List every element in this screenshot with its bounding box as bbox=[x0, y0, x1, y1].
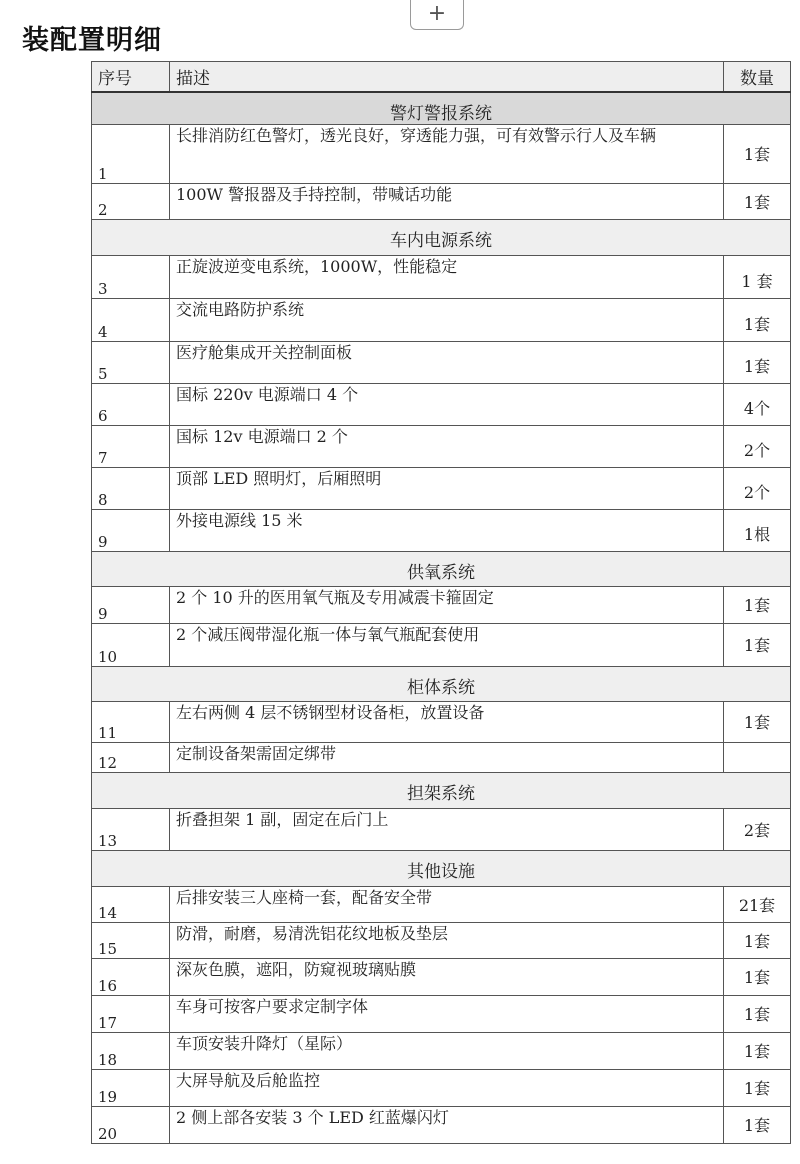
header-desc: 描述 bbox=[170, 62, 724, 92]
row-number: 7 bbox=[92, 425, 170, 467]
row-quantity: 1套 bbox=[724, 124, 791, 183]
table-row bbox=[92, 341, 791, 383]
row-number: 3 bbox=[92, 255, 170, 298]
section-title: 车内电源系统 bbox=[92, 219, 791, 255]
row-number: 14 bbox=[92, 886, 170, 922]
row-quantity: 1 套 bbox=[724, 255, 791, 298]
row-quantity: 1套 bbox=[724, 701, 791, 742]
row-number: 6 bbox=[92, 383, 170, 425]
table-row bbox=[92, 298, 791, 341]
row-description: 国标 220v 电源端口 4 个 bbox=[170, 383, 724, 425]
table-row bbox=[92, 995, 791, 1032]
table-row bbox=[92, 383, 791, 425]
row-number: 20 bbox=[92, 1106, 170, 1143]
row-quantity: 1套 bbox=[724, 586, 791, 623]
row-number: 8 bbox=[92, 467, 170, 509]
row-number: 13 bbox=[92, 808, 170, 850]
row-quantity: 1套 bbox=[724, 183, 791, 219]
plus-icon: + bbox=[427, 0, 447, 26]
row-number: 9 bbox=[92, 586, 170, 623]
row-quantity: 21套 bbox=[724, 886, 791, 922]
table-row bbox=[92, 183, 791, 219]
row-description: 医疗舱集成开关控制面板 bbox=[170, 341, 724, 383]
row-number: 4 bbox=[92, 298, 170, 341]
page-title: 装配置明细 bbox=[22, 25, 162, 56]
table-row bbox=[92, 509, 791, 551]
table-row bbox=[92, 467, 791, 509]
table-row bbox=[92, 425, 791, 467]
row-quantity: 1套 bbox=[724, 1069, 791, 1106]
row-description: 顶部 LED 照明灯，后厢照明 bbox=[170, 467, 724, 509]
section-title: 柜体系统 bbox=[92, 666, 791, 701]
row-quantity: 1套 bbox=[724, 623, 791, 666]
row-quantity: 1套 bbox=[724, 1106, 791, 1143]
table-row bbox=[92, 808, 791, 850]
row-number: 16 bbox=[92, 958, 170, 995]
row-description: 折叠担架 1 副，固定在后门上 bbox=[170, 808, 724, 850]
row-quantity: 1套 bbox=[724, 341, 791, 383]
table-row bbox=[92, 1069, 791, 1106]
row-description: 正旋波逆变电系统，1000W，性能稳定 bbox=[170, 255, 724, 298]
row-description: 交流电路防护系统 bbox=[170, 298, 724, 341]
row-number: 12 bbox=[92, 742, 170, 772]
row-quantity: 1根 bbox=[724, 509, 791, 551]
header-qty: 数量 bbox=[724, 62, 791, 92]
table-row bbox=[92, 586, 791, 623]
section-row bbox=[92, 772, 791, 808]
table-row bbox=[92, 124, 791, 183]
row-quantity: 1套 bbox=[724, 995, 791, 1032]
row-number: 10 bbox=[92, 623, 170, 666]
table-body bbox=[92, 92, 791, 1144]
row-description: 左右两侧 4 层不锈钢型材设备柜，放置设备 bbox=[170, 701, 724, 742]
row-description: 100W 警报器及手持控制，带喊话功能 bbox=[170, 183, 724, 219]
row-description: 长排消防红色警灯，透光良好，穿透能力强，可有效警示行人及车辆 bbox=[170, 124, 724, 183]
row-quantity: 1套 bbox=[724, 298, 791, 341]
row-quantity: 4个 bbox=[724, 383, 791, 425]
section-title: 供氧系统 bbox=[92, 551, 791, 586]
section-title: 警灯警报系统 bbox=[92, 92, 791, 125]
table-row bbox=[92, 742, 791, 772]
row-quantity: 1套 bbox=[724, 922, 791, 958]
add-button[interactable] bbox=[410, 0, 464, 30]
table-row bbox=[92, 1032, 791, 1069]
header-no: 序号 bbox=[92, 62, 170, 92]
row-description: 外接电源线 15 米 bbox=[170, 509, 724, 551]
row-description: 深灰色膜，遮阳，防窥视玻璃贴膜 bbox=[170, 958, 724, 995]
row-description: 2 侧上部各安装 3 个 LED 红蓝爆闪灯 bbox=[170, 1106, 724, 1143]
table-row bbox=[92, 623, 791, 666]
row-description: 防滑，耐磨，易清洗铝花纹地板及垫层 bbox=[170, 922, 724, 958]
table-row bbox=[92, 958, 791, 995]
table-row bbox=[92, 701, 791, 742]
row-quantity bbox=[724, 742, 791, 772]
section-row bbox=[92, 92, 791, 125]
row-quantity: 2套 bbox=[724, 808, 791, 850]
row-description: 定制设备架需固定绑带 bbox=[170, 742, 724, 772]
section-row bbox=[92, 551, 791, 586]
row-quantity: 1套 bbox=[724, 1032, 791, 1069]
row-description: 2 个 10 升的医用氧气瓶及专用减震卡箍固定 bbox=[170, 586, 724, 623]
table-row bbox=[92, 1106, 791, 1143]
config-table bbox=[91, 61, 791, 1144]
row-quantity: 2个 bbox=[724, 467, 791, 509]
row-number: 17 bbox=[92, 995, 170, 1032]
row-description: 车顶安装升降灯（星际） bbox=[170, 1032, 724, 1069]
section-row bbox=[92, 850, 791, 886]
row-number: 11 bbox=[92, 701, 170, 742]
row-description: 大屏导航及后舱监控 bbox=[170, 1069, 724, 1106]
row-description: 国标 12v 电源端口 2 个 bbox=[170, 425, 724, 467]
row-quantity: 1套 bbox=[724, 958, 791, 995]
section-title: 其他设施 bbox=[92, 850, 791, 886]
row-number: 15 bbox=[92, 922, 170, 958]
row-description: 2 个减压阀带湿化瓶一体与氧气瓶配套使用 bbox=[170, 623, 724, 666]
row-number: 2 bbox=[92, 183, 170, 219]
row-number: 9 bbox=[92, 509, 170, 551]
section-title: 担架系统 bbox=[92, 772, 791, 808]
table-row bbox=[92, 922, 791, 958]
table-header-row bbox=[92, 62, 791, 92]
row-number: 18 bbox=[92, 1032, 170, 1069]
row-quantity: 2个 bbox=[724, 425, 791, 467]
row-description: 车身可按客户要求定制字体 bbox=[170, 995, 724, 1032]
row-number: 19 bbox=[92, 1069, 170, 1106]
row-description: 后排安装三人座椅一套，配备安全带 bbox=[170, 886, 724, 922]
row-number: 5 bbox=[92, 341, 170, 383]
section-row bbox=[92, 666, 791, 701]
table-row bbox=[92, 886, 791, 922]
row-number: 1 bbox=[92, 124, 170, 183]
section-row bbox=[92, 219, 791, 255]
table-row bbox=[92, 255, 791, 298]
